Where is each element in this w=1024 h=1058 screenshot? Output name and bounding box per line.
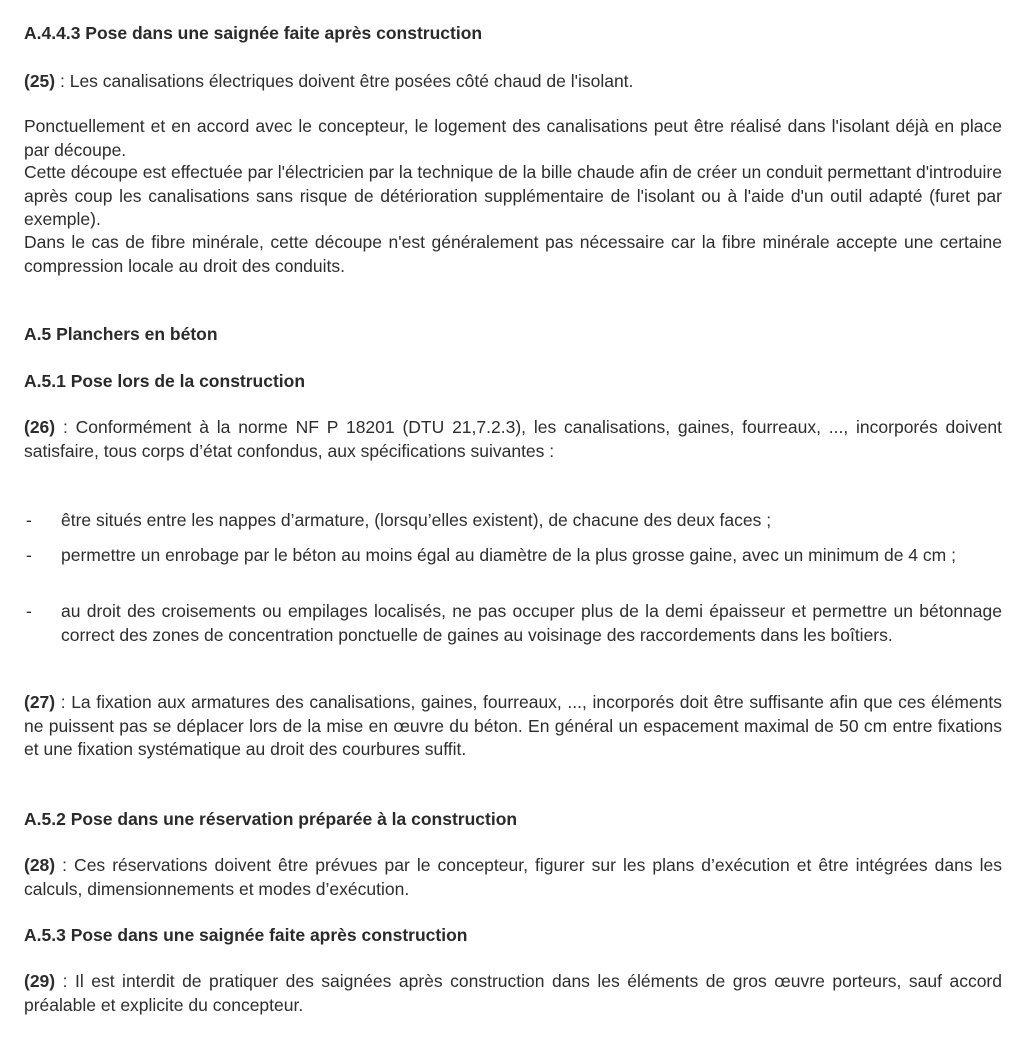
paragraph-number-29: (29): [24, 971, 56, 991]
heading-a52: A.5.2 Pose dans une réservation préparée à la construction: [24, 809, 518, 829]
list-item-text: au droit des croisements ou empilages localisés, ne pas occuper plus de la demi épaisseur et permettre un bétonnage correct des zones de concentration ponctuelle de gaines au voisinage des raccordements dans les boîtiers.: [61, 601, 1002, 645]
paragraph-text-26: : Conformément à la norme NF P 18201 (DTU 21,7.2.3), les canalisations, gaines, fourreaux, ..., incorporés doivent satisfaire, tous corps d’état confondus, aux spécifications suivantes :: [24, 417, 1002, 461]
heading-a53: A.5.3 Pose dans une saignée faite après construction: [24, 925, 468, 945]
heading-a51: A.5.1 Pose lors de la construction: [24, 371, 306, 391]
paragraph-number-27: (27): [24, 692, 56, 712]
paragraph-27: [24, 691, 1002, 762]
paragraph-29: [24, 970, 1002, 1017]
paragraph-25: [24, 70, 1002, 94]
paragraph-number-26: (26): [24, 417, 56, 437]
paragraph-text-25: : Les canalisations électriques doivent être posées côté chaud de l'isolant.: [55, 71, 634, 91]
paragraph-26: [24, 416, 1002, 463]
paragraph-text-27: : La fixation aux armatures des canalisations, gaines, fourreaux, ..., incorporés doit être suffisante afin que ces éléments ne puissent pas se déplacer lors de la mise en œuvre du béton. En général un espacement maximal de 50 cm entre fixations et une fixation systématique au droit des courbures suffit.: [24, 692, 1002, 759]
paragraph-number-28: (28): [24, 855, 56, 875]
heading-a443: A.4.4.3 Pose dans une saignée faite après construction: [24, 23, 483, 43]
paragraph-text-28: : Ces réservations doivent être prévues par le concepteur, figurer sur les plans d’exécution et être intégrées dans les calculs, dimensionnements et modes d’exécution.: [24, 855, 1002, 899]
list-item-text: être situés entre les nappes d’armature, (lorsqu’elles existent), de chacune des deux faces ;: [61, 510, 772, 530]
list-dash: -: [26, 510, 32, 530]
paragraph-25-detail-3: Dans le cas de fibre minérale, cette découpe n'est généralement pas nécessaire car la fibre minérale accepte une certaine compression locale au droit des conduits.: [24, 232, 1002, 276]
list-item-text: permettre un enrobage par le béton au moins égal au diamètre de la plus grosse gaine, avec un minimum de 4 cm ;: [61, 545, 956, 565]
list-dash: -: [26, 545, 32, 565]
paragraph-28: [24, 854, 1002, 901]
paragraph-number-25: (25): [24, 71, 56, 91]
heading-a5: A.5 Planchers en béton: [24, 324, 218, 344]
paragraph-25-detail-1: Ponctuellement et en accord avec le concepteur, le logement des canalisations peut être réalisé dans l'isolant déjà en place par découpe.: [24, 116, 1002, 160]
paragraph-25-detail-2: Cette découpe est effectuée par l'électricien par la technique de la bille chaude afin de créer un conduit permettant d'introduire après coup les canalisations sans risque de détérioration supplémentaire de l'isolant ou à l'aide d'un outil adapté (furet par exemple).: [24, 162, 1002, 229]
paragraph-text-29: : Il est interdit de pratiquer des saignées après construction dans les éléments de gros œuvre porteurs, sauf accord préalable et explicite du concepteur.: [24, 971, 1002, 1015]
list-dash: -: [26, 601, 32, 621]
